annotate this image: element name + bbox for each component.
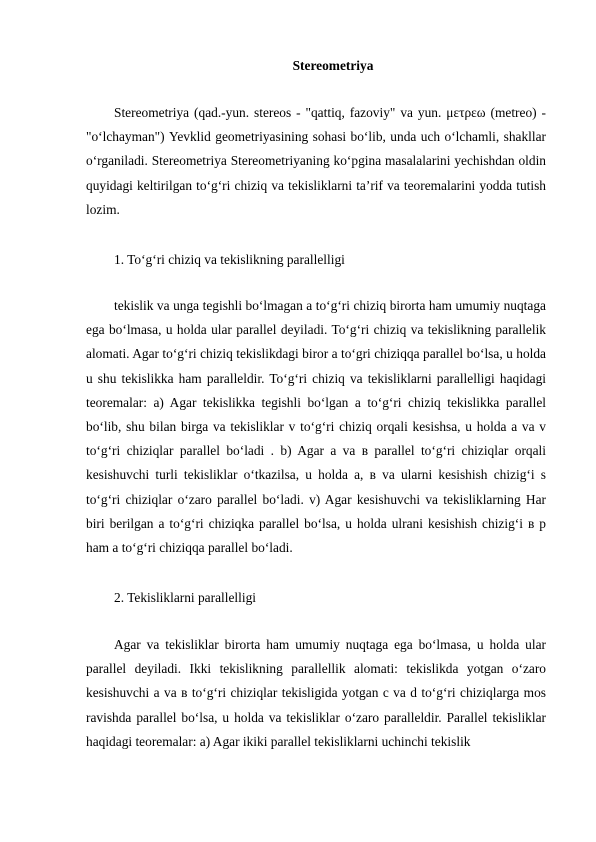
- section-2-paragraph: Agar va tekisliklar birorta ham umumiy nuqtaga ega bo‘lmasa, u holda ular parallel deyiladi. Ikki tekislikning parallellik alomati: tekislikda yotgan o‘zaro kesishuvchi a va в to‘g‘ri chiziqlar tekisligida yotgan c va d to‘g‘ri chiziqlarga mos ravishda parallel bo‘lsa, u holda va tekisliklar o‘zaro paralleldir. Parallel tekisliklar haqidagi teoremalar: a) Agar ikiki parallel tekisliklarni uchinchi tekislik: [86, 637, 546, 749]
- section-1-paragraph: tekislik va unga tegishli bo‘lmagan a to‘g‘ri chiziq birorta ham umumiy nuqtaga ega bo‘lmasa, u holda ular parallel deyiladi. To‘g‘ri chiziq va tekislikning parallelik alomati. Agar to‘g‘ri chiziq tekislikdagi biror a to‘gri chiziqqa parallel bo‘lsa, u holda u shu tekislikka ham paralleldir. To‘g‘ri chiziq va tekisliklarni parallelligi haqidagi teoremalar: a) Agar tekislikka tegishli bo‘lgan a to‘g‘ri chiziq tekislikka parallel bo‘lib, shu bilan birga va tekisliklar v to‘g‘ri chiziq orqali kesishsa, u holda a va v to‘g‘ri chiziqlar parallel bo‘ladi . b) Agar a va в parallel to‘g‘ri chiziqlar orqali kesishuvchi turli tekisliklar o‘tkazilsa, u holda a, в va ularni kesishish chizig‘i s to‘g‘ri chiziqlar o‘zaro parallel bo‘ladi. v) Agar kesishuvchi va tekisliklarning Har biri berilgan a to‘g‘ri chiziqka parallel bo‘lsa, u holda ulrani kesishish chizig‘i в p ham a to‘g‘ri chiziqqa parallel bo‘ladi.: [86, 298, 546, 556]
- section-2-heading: 2. Tekisliklarni parallelligi: [114, 590, 256, 605]
- intro-paragraph: Stereometriya (qad.-yun. stereos - "qattiq, fazoviy" va yun. μετρεω (metreo) - "o‘lchayman") Yevklid geometriyasining sohasi bo‘lib, unda uch o‘lchamli, shakllar o‘rganiladi. Stereometriya Stereometriyaning ko‘pgina masalalarini yechishdan oldin quyidagi keltirilgan to‘g‘ri chiziq va tekisliklarni ta’rif va teoremalarini yodda tutish lozim.: [86, 105, 546, 217]
- section-1-heading: 1. To‘g‘ri chiziq va tekislikning parallelligi: [114, 252, 345, 267]
- page-title: Stereometriya: [292, 58, 374, 73]
